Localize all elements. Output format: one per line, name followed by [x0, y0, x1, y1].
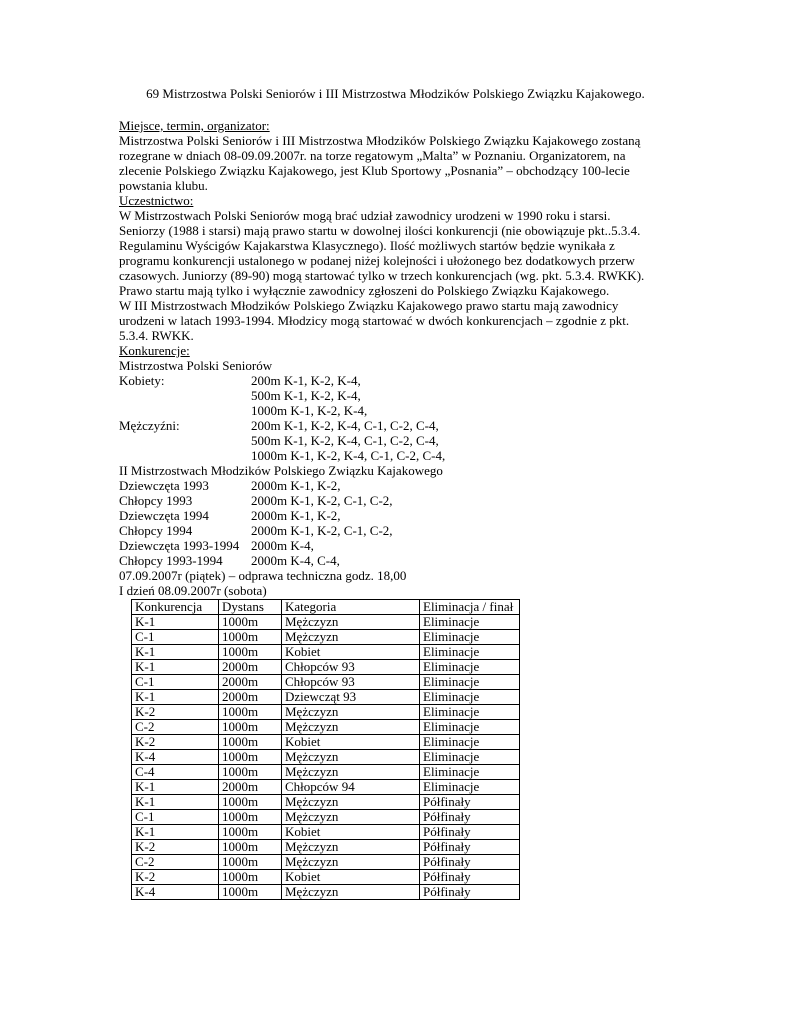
cell-kategoria: Kobiet [282, 825, 420, 840]
cell-kategoria: Mężczyzn [282, 840, 420, 855]
seniors-title: Mistrzostwa Polski Seniorów [119, 358, 273, 373]
cell-eliminacja: Półfinały [420, 840, 520, 855]
cell-eliminacja: Eliminacje [420, 750, 520, 765]
juniors-item-value: 2000m K-1, K-2, [251, 478, 341, 493]
juniors-item-value: 2000m K-4, C-4, [251, 553, 340, 568]
cell-dystans: 1000m [219, 630, 282, 645]
cell-dystans: 1000m [219, 825, 282, 840]
table-row [132, 720, 520, 735]
cell-konkurencja: C-1 [132, 810, 219, 825]
cell-kategoria: Kobiet [282, 645, 420, 660]
document-title: 69 Mistrzostwa Polski Seniorów i III Mistrzostwa Młodzików Polskiego Związku Kajakowego. [146, 86, 645, 101]
seniors-item-label [119, 433, 251, 448]
place-paragraph [119, 133, 679, 193]
cell-konkurencja: C-4 [132, 765, 219, 780]
cell-konkurencja: K-1 [132, 825, 219, 840]
cell-konkurencja: C-2 [132, 855, 219, 870]
seniors-item [119, 403, 679, 418]
seniors-item-label [119, 388, 251, 403]
juniors-item-label: Dziewczęta 1994 [119, 508, 209, 523]
cell-eliminacja: Eliminacje [420, 645, 520, 660]
section-heading-competitions: Konkurencje: [119, 343, 190, 358]
cell-kategoria: Dziewcząt 93 [282, 690, 420, 705]
cell-eliminacja: Eliminacje [420, 705, 520, 720]
participation-line: Regulaminu Wyścigów Kajakarstwa Klasycznego). Ilość możliwych startów będzie wynikała z [119, 238, 615, 253]
seniors-list [119, 373, 679, 463]
cell-dystans: 1000m [219, 885, 282, 900]
section-heading-participation: Uczestnictwo: [119, 193, 194, 208]
cell-kategoria: Mężczyzn [282, 630, 420, 645]
cell-konkurencja: K-1 [132, 660, 219, 675]
cell-konkurencja: K-1 [132, 645, 219, 660]
cell-kategoria: Mężczyzn [282, 705, 420, 720]
cell-dystans: 2000m [219, 690, 282, 705]
seniors-item-value: 1000m K-1, K-2, K-4, C-1, C-2, C-4, [251, 448, 446, 463]
cell-kategoria: Mężczyzn [282, 720, 420, 735]
cell-kategoria: Kobiet [282, 735, 420, 750]
seniors-item-value: 500m K-1, K-2, K-4, C-1, C-2, C-4, [251, 433, 439, 448]
juniors-item [119, 493, 679, 508]
juniors-item-label: Dziewczęta 1993 [119, 478, 209, 493]
cell-eliminacja: Eliminacje [420, 765, 520, 780]
cell-konkurencja: K-2 [132, 870, 219, 885]
seniors-item-value: 1000m K-1, K-2, K-4, [251, 403, 368, 418]
table-row [132, 675, 520, 690]
cell-dystans: 1000m [219, 735, 282, 750]
table-row [132, 660, 520, 675]
seniors-item-value: 500m K-1, K-2, K-4, [251, 388, 361, 403]
juniors-item [119, 553, 679, 568]
cell-eliminacja: Eliminacje [420, 630, 520, 645]
cell-dystans: 1000m [219, 765, 282, 780]
cell-eliminacja: Eliminacje [420, 675, 520, 690]
cell-dystans: 1000m [219, 810, 282, 825]
cell-dystans: 1000m [219, 870, 282, 885]
seniors-item-value: 200m K-1, K-2, K-4, C-1, C-2, C-4, [251, 418, 439, 433]
schedule-table [131, 599, 520, 900]
cell-dystans: 2000m [219, 675, 282, 690]
juniors-list [119, 478, 679, 568]
juniors-item-value: 2000m K-1, K-2, C-1, C-2, [251, 493, 393, 508]
cell-kategoria: Mężczyzn [282, 855, 420, 870]
juniors-item [119, 508, 679, 523]
cell-eliminacja: Eliminacje [420, 735, 520, 750]
table-row [132, 795, 520, 810]
cell-konkurencja: C-1 [132, 630, 219, 645]
seniors-item [119, 433, 679, 448]
seniors-item-label [119, 448, 251, 463]
seniors-item-label: Mężczyźni: [119, 418, 180, 433]
seniors-item [119, 388, 679, 403]
table-row [132, 615, 520, 630]
cell-eliminacja: Półfinały [420, 885, 520, 900]
cell-konkurencja: K-2 [132, 705, 219, 720]
cell-dystans: 1000m [219, 795, 282, 810]
table-row [132, 705, 520, 720]
cell-konkurencja: K-1 [132, 780, 219, 795]
cell-kategoria: Mężczyzn [282, 795, 420, 810]
juniors-title: II Mistrzostwach Młodzików Polskiego Związku Kajakowego [119, 463, 443, 478]
cell-dystans: 1000m [219, 645, 282, 660]
cell-eliminacja: Półfinały [420, 825, 520, 840]
cell-dystans: 1000m [219, 855, 282, 870]
cell-dystans: 1000m [219, 840, 282, 855]
cell-dystans: 1000m [219, 720, 282, 735]
cell-kategoria: Mężczyzn [282, 810, 420, 825]
cell-kategoria: Chłopców 93 [282, 660, 420, 675]
juniors-item-label: Dziewczęta 1993-1994 [119, 538, 240, 553]
cell-konkurencja: K-4 [132, 750, 219, 765]
document-body [119, 118, 679, 900]
cell-eliminacja: Półfinały [420, 795, 520, 810]
table-row [132, 735, 520, 750]
participation-line: programu konkurencji ustalonego w podanej niżej kolejności i ułożonego bez dodatkowych przerw [119, 253, 635, 268]
table-row [132, 630, 520, 645]
briefing-line: 07.09.2007r (piątek) – odprawa techniczna godz. 18,00 [119, 568, 407, 583]
seniors-item [119, 373, 679, 388]
place-line: rozegrane w dniach 08-09.09.2007r. na torze regatowym „Malta” w Poznaniu. Organizatorem, na [119, 148, 626, 163]
table-row [132, 885, 520, 900]
cell-kategoria: Mężczyzn [282, 615, 420, 630]
participation-line: czasowych. Juniorzy (89-90) mogą startować tylko w trzech konkurencjach (wg. pkt. 5.3.4. RWKK). [119, 268, 645, 283]
seniors-item [119, 448, 679, 463]
cell-konkurencja: K-2 [132, 735, 219, 750]
schedule-header-row [132, 600, 520, 615]
cell-eliminacja: Eliminacje [420, 690, 520, 705]
cell-kategoria: Mężczyzn [282, 750, 420, 765]
cell-eliminacja: Eliminacje [420, 780, 520, 795]
participation-line: W Mistrzostwach Polski Seniorów mogą brać udział zawodnicy urodzeni w 1990 roku i starsi. [119, 208, 611, 223]
cell-konkurencja: K-2 [132, 840, 219, 855]
header-konkurencja: Konkurencja [132, 600, 219, 615]
table-row [132, 765, 520, 780]
cell-konkurencja: K-1 [132, 690, 219, 705]
cell-eliminacja: Eliminacje [420, 615, 520, 630]
place-line: Mistrzostwa Polski Seniorów i III Mistrzostwa Młodzików Polskiego Związku Kajakowego zostaną [119, 133, 641, 148]
table-row [132, 825, 520, 840]
juniors-item [119, 523, 679, 538]
place-line: powstania klubu. [119, 178, 208, 193]
seniors-item-value: 200m K-1, K-2, K-4, [251, 373, 361, 388]
section-heading-place: Miejsce, termin, organizator: [119, 118, 270, 133]
table-row [132, 690, 520, 705]
cell-kategoria: Chłopców 93 [282, 675, 420, 690]
table-row [132, 840, 520, 855]
participation-line: 5.3.4. RWKK. [119, 328, 194, 343]
cell-dystans: 2000m [219, 660, 282, 675]
cell-kategoria: Mężczyzn [282, 885, 420, 900]
cell-konkurencja: C-1 [132, 675, 219, 690]
cell-eliminacja: Półfinały [420, 810, 520, 825]
juniors-item-value: 2000m K-1, K-2, [251, 508, 341, 523]
participation-line: Seniorzy (1988 i starsi) mają prawo startu w dowolnej ilości konkurencji (nie obowiązuje pkt..5.3.4. [119, 223, 641, 238]
table-row [132, 645, 520, 660]
participation-paragraph [119, 208, 679, 343]
cell-kategoria: Kobiet [282, 870, 420, 885]
cell-konkurencja: K-1 [132, 795, 219, 810]
table-row [132, 855, 520, 870]
juniors-item-value: 2000m K-1, K-2, C-1, C-2, [251, 523, 393, 538]
table-row [132, 810, 520, 825]
cell-dystans: 1000m [219, 705, 282, 720]
juniors-item-label: Chłopcy 1994 [119, 523, 193, 538]
seniors-item-label: Kobiety: [119, 373, 165, 388]
juniors-item-label: Chłopcy 1993 [119, 493, 193, 508]
cell-eliminacja: Eliminacje [420, 660, 520, 675]
place-line: zlecenie Polskiego Związku Kajakowego, jest Klub Sportowy „Posnania” – obchodzący 100-lecie [119, 163, 630, 178]
juniors-item-value: 2000m K-4, [251, 538, 314, 553]
participation-line: W III Mistrzostwach Młodzików Polskiego Związku Kajakowego prawo startu mają zawodnicy [119, 298, 619, 313]
table-row [132, 780, 520, 795]
table-row [132, 870, 520, 885]
table-row [132, 750, 520, 765]
cell-dystans: 1000m [219, 750, 282, 765]
seniors-item [119, 418, 679, 433]
cell-konkurencja: K-4 [132, 885, 219, 900]
cell-konkurencja: C-2 [132, 720, 219, 735]
seniors-item-label [119, 403, 251, 418]
header-dystans: Dystans [219, 600, 282, 615]
cell-kategoria: Mężczyzn [282, 765, 420, 780]
juniors-item [119, 478, 679, 493]
header-kategoria: Kategoria [282, 600, 420, 615]
header-eliminacja: Eliminacja / finał [420, 600, 520, 615]
cell-dystans: 2000m [219, 780, 282, 795]
juniors-item [119, 538, 679, 553]
juniors-item-label: Chłopcy 1993-1994 [119, 553, 223, 568]
cell-kategoria: Chłopców 94 [282, 780, 420, 795]
cell-eliminacja: Eliminacje [420, 720, 520, 735]
cell-eliminacja: Półfinały [420, 855, 520, 870]
cell-eliminacja: Półfinały [420, 870, 520, 885]
cell-konkurencja: K-1 [132, 615, 219, 630]
participation-line: Prawo startu mają tylko i wyłącznie zawodnicy zgłoszeni do Polskiego Związku Kajakowego. [119, 283, 610, 298]
cell-dystans: 1000m [219, 615, 282, 630]
participation-line: urodzeni w latach 1993-1994. Młodzicy mogą startować w dwóch konkurencjach – zgodnie z pkt. [119, 313, 630, 328]
day1-line: I dzień 08.09.2007r (sobota) [119, 583, 267, 598]
